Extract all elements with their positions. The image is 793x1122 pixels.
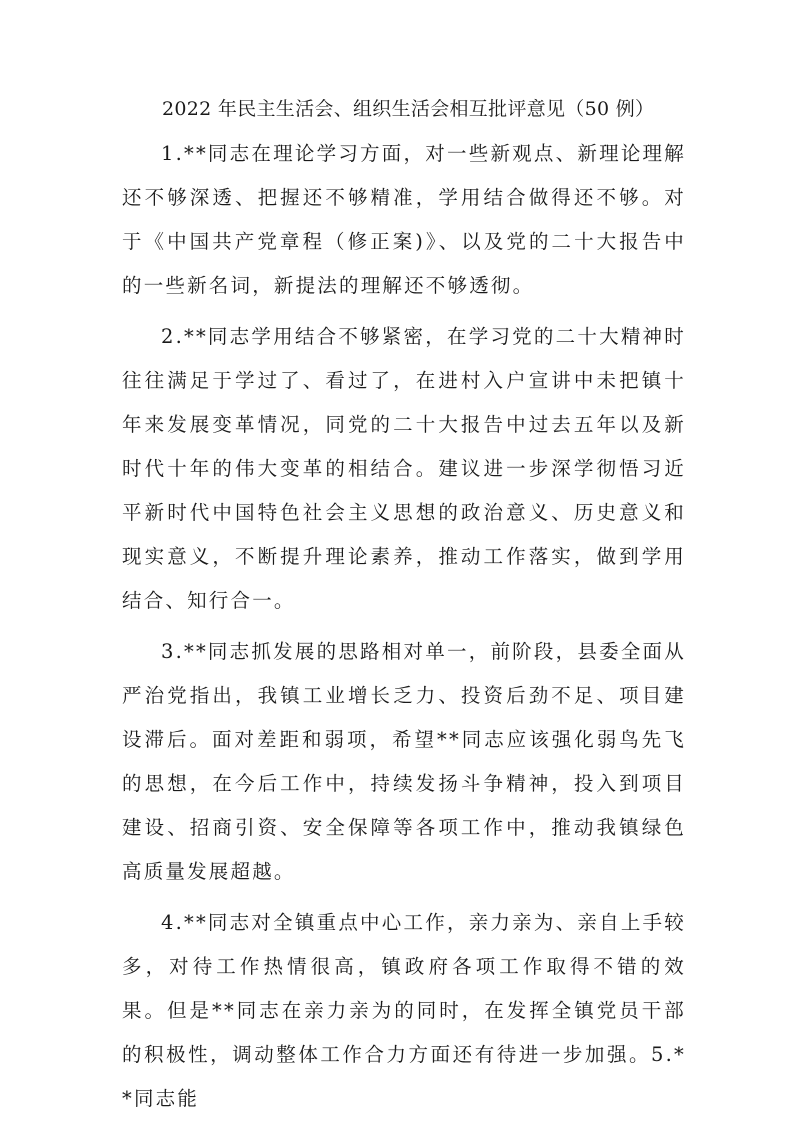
paragraph-1: 1.**同志在理论学习方面，对一些新观点、新理论理解还不够深透、把握还不够精准，学用结合做得还不够。对于《中国共产党章程（修正案)》、以及党的二十大报告中的一些新名词，新提法的理解还不够透彻。: [122, 142, 686, 297]
paragraph-3: 3.**同志抓发展的思路相对单一，前阶段，县委全面从严治党指出，我镇工业增长乏力、投资后劲不足、项目建设滞后。面对差距和弱项，希望**同志应该强化弱鸟先飞的思想，在今后工作中，持续发扬斗争精神，投入到项目建设、招商引资、安全保障等各项工作中，推动我镇绿色高质量发展超越。: [122, 640, 686, 883]
document-title: 2022 年民主生活会、组织生活会相互批评意见（50 例）: [162, 98, 655, 120]
document-body: [122, 132, 686, 1121]
paragraph-2: 2.**同志学用结合不够紧密，在学习党的二十大精神时往往满足于学过了、看过了，在进村入户宣讲中未把镇十年来发展变革情况，同党的二十大报告中过去五年以及新时代十年的伟大变革的相结合。建议进一步深学彻悟习近平新时代中国特色社会主义思想的政治意义、历史意义和现实意义，不断提升理论素养，推动工作落实，做到学用结合、知行合一。: [122, 325, 686, 612]
paragraph-4: 4.**同志对全镇重点中心工作，亲力亲为、亲自上手较多，对待工作热情很高，镇政府各项工作取得不错的效果。但是**同志在亲力亲为的同时，在发挥全镇党员干部的积极性，调动整体工作合力方面还有待进一步加强。5.**同志能: [122, 911, 686, 1110]
